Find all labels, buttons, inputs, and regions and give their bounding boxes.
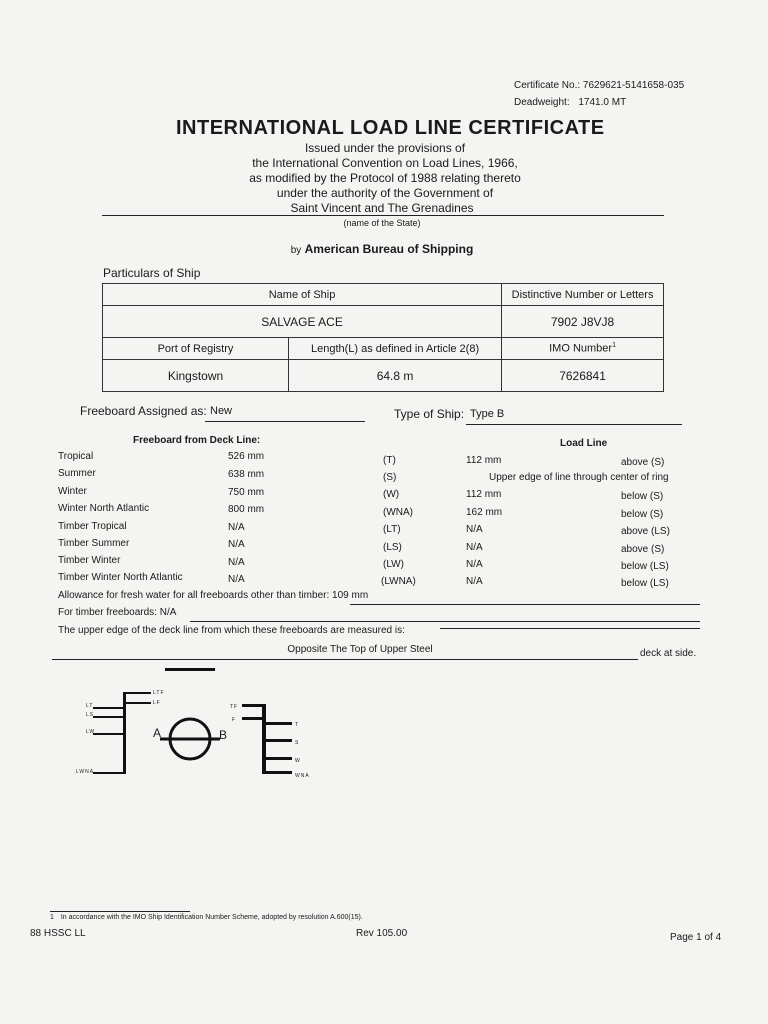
deck-line-label-underline [440,628,700,629]
freeboard-position: below (LS) [621,578,669,589]
freeboard-name: Winter North Atlantic [58,503,150,514]
particulars-title: Particulars of Ship [103,266,201,280]
type-of-ship-value: Type B [470,408,505,420]
freeboard-assigned-label: Freeboard Assigned as: [80,404,207,418]
timber-ltf-mark [123,692,151,694]
deck-line-label: The upper edge of the deck line from which these freeboards are measured is: [58,625,405,636]
timber-line [58,607,176,618]
label-t: T [295,722,300,728]
label-wna: WNA [295,773,310,779]
ship-particulars-table [102,283,664,392]
issuer-name: American Bureau of Shipping [304,242,474,256]
freeboard-name: Tropical [58,451,94,462]
issued-block [200,141,570,201]
timber-underline [190,621,700,622]
label-lt: LT [86,703,94,709]
freeboard-value: N/A [228,557,245,568]
deadweight-label: Deadweight: [514,97,570,108]
loadline-s-mark [266,739,292,742]
freeboard-value: N/A [228,539,245,550]
state-underline [102,215,664,216]
issuer-line [200,242,564,256]
load-line-header: Load Line [560,438,608,449]
fresh-water-value: 109 mm [332,590,369,601]
timber-lt-mark [93,707,123,709]
name-of-ship-header: Name of Ship [103,284,502,306]
timber-value: N/A [159,607,177,618]
issuer-prefix: by [290,245,302,256]
issued-line: the International Convention on Load Lines, 1966, [252,156,518,170]
freeboard-value: 526 mm [228,451,265,462]
freeboard-value: N/A [228,522,245,533]
freeboard-offset: 162 mm [466,507,503,518]
fresh-water-underline [350,604,700,605]
freeboard-position: above (LS) [621,526,670,537]
port-value: Kingstown [103,360,289,392]
loadline-t-mark [266,722,292,725]
freeboard-position: above (S) [621,457,665,468]
form-number: 88 HSSC LL [30,928,86,939]
freeboard-header: Freeboard from Deck Line: [133,435,261,446]
ring-label-a: A [153,726,162,740]
revision: Rev 105.00 [356,928,408,939]
freeboard-position: below (S) [621,491,664,502]
port-header: Port of Registry [103,338,289,360]
type-of-ship-label: Type of Ship: [394,407,465,421]
label-lw: LW [86,729,96,735]
loadline-tf-mark [242,704,266,707]
timber-lw-mark [93,733,123,735]
deck-line-value: Opposite The Top of Upper Steel [287,644,433,655]
freeboard-value: N/A [228,574,245,585]
deck-line-underline [52,659,638,660]
plimsoll-ring-icon [150,712,230,766]
deck-line-suffix: deck at side. [640,648,697,659]
freeboard-code: (S) [383,472,397,483]
freeboard-offset: N/A [466,524,483,535]
summer-note: Upper edge of line through center of ring [489,472,669,483]
footnote-mark: 1 [50,914,54,921]
freeboard-code: (T) [383,455,396,466]
fresh-water-line [58,590,368,601]
issued-line: as modified by the Protocol of 1988 relating thereto [249,171,521,185]
deadweight [514,97,626,108]
certificate-no-value: 7629621-5141658-035 [582,80,685,91]
deadweight-value: 1741.0 MT [578,97,627,108]
timber-vertical-mark [123,692,126,774]
label-f: F [232,717,237,723]
freeboard-offset: N/A [466,542,483,553]
document-title: INTERNATIONAL LOAD LINE CERTIFICATE [176,117,605,139]
timber-lf-mark [126,702,151,704]
freeboard-name: Timber Tropical [58,521,127,532]
freeboard-value: 750 mm [228,487,265,498]
distinctive-value: 7902 J8VJ8 [502,306,664,338]
ring-label-b: B [219,728,228,742]
freeboard-code: (WNA) [383,507,413,518]
fresh-water-label: Allowance for fresh water for all freeboards other than timber: [58,590,330,601]
freeboard-name: Timber Winter North Atlantic [58,572,183,583]
footnote-text: In accordance with the IMO Ship Identification Number Scheme, adopted by resolution A.600(15). [60,914,363,921]
length-header: Length(L) as defined in Article 2(8) [289,338,502,360]
label-ls: LS [86,712,95,718]
timber-label: For timber freeboards: [58,607,157,618]
loadline-f-mark [242,717,262,720]
label-ltf: LTF [153,690,165,696]
loadline-w-mark [266,757,292,760]
imo-header-label: IMO Number [549,342,613,355]
freeboard-name: Timber Winter [58,555,121,566]
freeboard-value: 638 mm [228,469,265,480]
state-caption: (name of the State) [343,218,421,228]
label-s: S [295,740,300,746]
freeboard-code: (LT) [383,524,401,535]
freeboard-offset: N/A [466,576,483,587]
issued-line: Issued under the provisions of [304,141,466,155]
issued-line: under the authority of the Government of [276,186,494,200]
freeboard-position: below (LS) [621,561,669,572]
length-value: 64.8 m [289,360,502,392]
certificate-no [514,80,684,91]
type-of-ship-underline [466,424,682,425]
freeboard-code: (W) [383,489,400,500]
freeboard-offset: 112 mm [466,489,502,500]
certificate-no-label: Certificate No.: [514,80,581,91]
freeboard-code: (LWNA) [381,576,416,587]
freeboard-name: Summer [58,468,96,479]
freeboard-code: (LS) [383,542,402,553]
state-name: Saint Vincent and The Grenadines [290,201,474,215]
freeboard-position: above (S) [621,544,665,555]
deck-line-mark [165,668,215,671]
imo-footnote-mark: 1 [612,342,616,350]
freeboard-offset: 112 mm [466,455,502,466]
freeboard-name: Timber Summer [58,538,130,549]
freeboard-position: below (S) [621,509,664,520]
label-lf: LF [153,700,161,706]
label-lwna: LWNA [76,769,95,775]
imo-value: 7626841 [502,360,664,392]
timber-ls-mark [93,716,123,718]
footnote-rule [50,911,190,912]
freeboard-assigned-underline [205,421,365,422]
imo-header [502,338,664,360]
freeboard-offset: N/A [466,559,483,570]
footnote [50,914,363,921]
timber-lwna-mark [93,772,123,774]
loadline-wna-mark [266,771,292,774]
label-w: W [295,758,301,764]
ship-name-value: SALVAGE ACE [103,306,502,338]
freeboard-value: 800 mm [228,504,265,515]
page-number: Page 1 of 4 [670,932,722,943]
label-tf: TF [230,704,239,710]
distinctive-header: Distinctive Number or Letters [502,284,664,306]
freeboard-assigned-value: New [210,405,233,417]
freeboard-code: (LW) [383,559,404,570]
freeboard-name: Winter [58,486,87,497]
